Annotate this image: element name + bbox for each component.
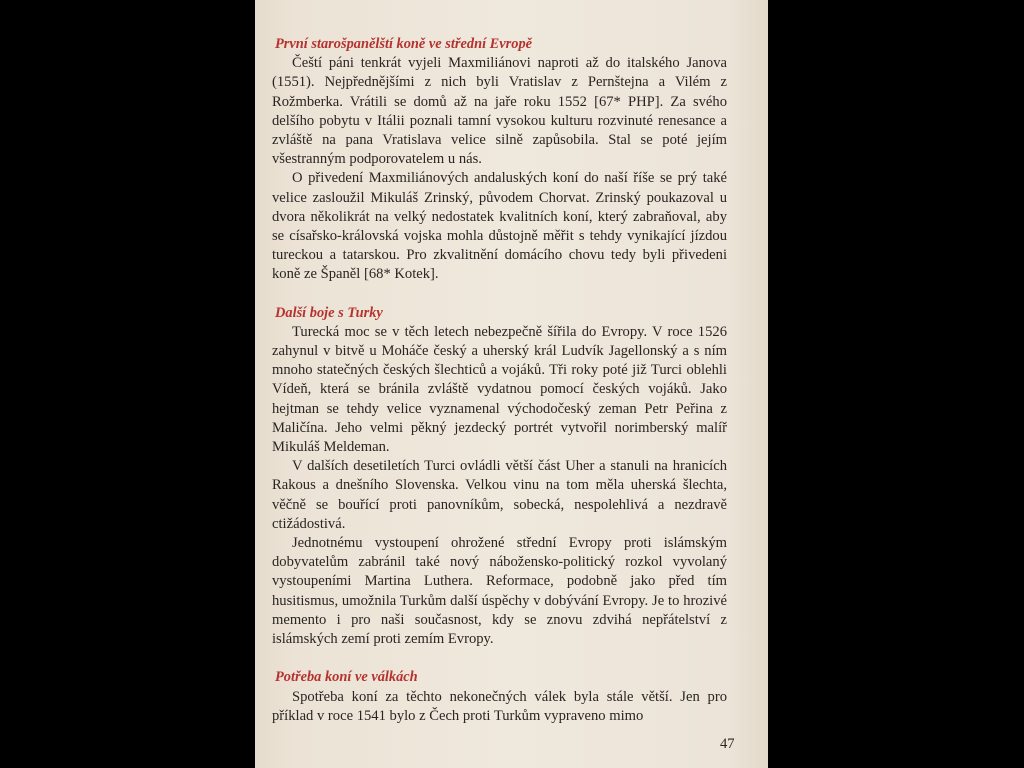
page-number: 47 xyxy=(720,736,735,752)
paragraph: Čeští páni tenkrát vyjeli Maxmiliánovi naproti až do italského Janova (1551). Nejpřednějšími z nich byli Vratislav z Pernštejna a Vilém z Rožmberka. Vrátili se domů až na jaře roku 1552 [67* PHP]. Za svého delšího pobytu v Itálii poznali tamní vysokou kulturu rozvinuté renesance a zvláště na pana Vratislava velice silně zapůsobila. Stal se poté jejím všestranným podporovatelem u nás. xyxy=(272,55,727,168)
paragraph: Turecká moc se v těch letech nebezpečně šířila do Evropy. V roce 1526 zahynul v bitvě u Moháče český a uherský král Ludvík Jagellonský a s ním mnoho statečných českých šlechticů a vojáků. Tři roky poté již Turci oblehli Vídeň, která se bránila zvláště vydatnou pomocí českých vojáků. Jako hejtman se tehdy velice vyznamenal východočeský zeman Petr Peřina z Maličína. Jeho velmi pěkný jezdecký portrét vytvořil norimberský malíř Mikuláš Meldeman. xyxy=(272,323,727,456)
page-text xyxy=(272,35,727,726)
section-heading: Potřeba koní ve válkách xyxy=(275,669,418,686)
paragraph: O přivedení Maxmiliánových andaluských koní do naší říše se prý také velice zasloužil Mikuláš Zrinský, původem Chorvat. Zrinský poukazoval u dvora několikrát na velký nedostatek kvalitních koní, který zabraňoval, aby se císařsko-královská vojska mohla důstojně měřit s tehdy vynikající jízdou tureckou a tatarskou. Pro zkvalitnění domácího chovu tedy byli přivedeni koně ze Španěl [68* Kotek]. xyxy=(272,170,727,283)
section-heading: Další boje s Turky xyxy=(275,304,383,321)
section-first-spanish-horses xyxy=(272,35,727,285)
section-battles-with-turks xyxy=(272,304,727,650)
paragraph: Spotřeba koní za těchto nekonečných válek byla stále větší. Jen pro příklad v roce 1541 bylo z Čech proti Turkům vypraveno mimo xyxy=(272,688,727,724)
section-heading: První starošpanělští koně ve střední Evropě xyxy=(275,36,533,52)
book-page xyxy=(255,0,768,768)
paragraph: Jednotnému vystoupení ohrožené střední Evropy proti islámským dobyvatelům zabránil také nový nábožensko-politický rozkol vyvolaný vystoupeními Martina Luthera. Reformace, podobně jako před tím husitismus, umožnila Turkům další úspěchy v dobývání Evropy. Je to hrozivé memento i pro naši současnost, kdy se znovu zdvihá nepřátelství z islámských zemí proti zemím Evropy. xyxy=(272,535,727,648)
paragraph: V dalších desetiletích Turci ovládli větší část Uher a stanuli na hranicích Rakous a dnešního Slovenska. Velkou vinu na tom měla uherská šlechta, věčně se bouřící proti panovníkům, sobecká, nespolehlivá a nezdravě ctižádostivá. xyxy=(272,458,727,532)
section-horses-in-wars xyxy=(272,668,727,726)
